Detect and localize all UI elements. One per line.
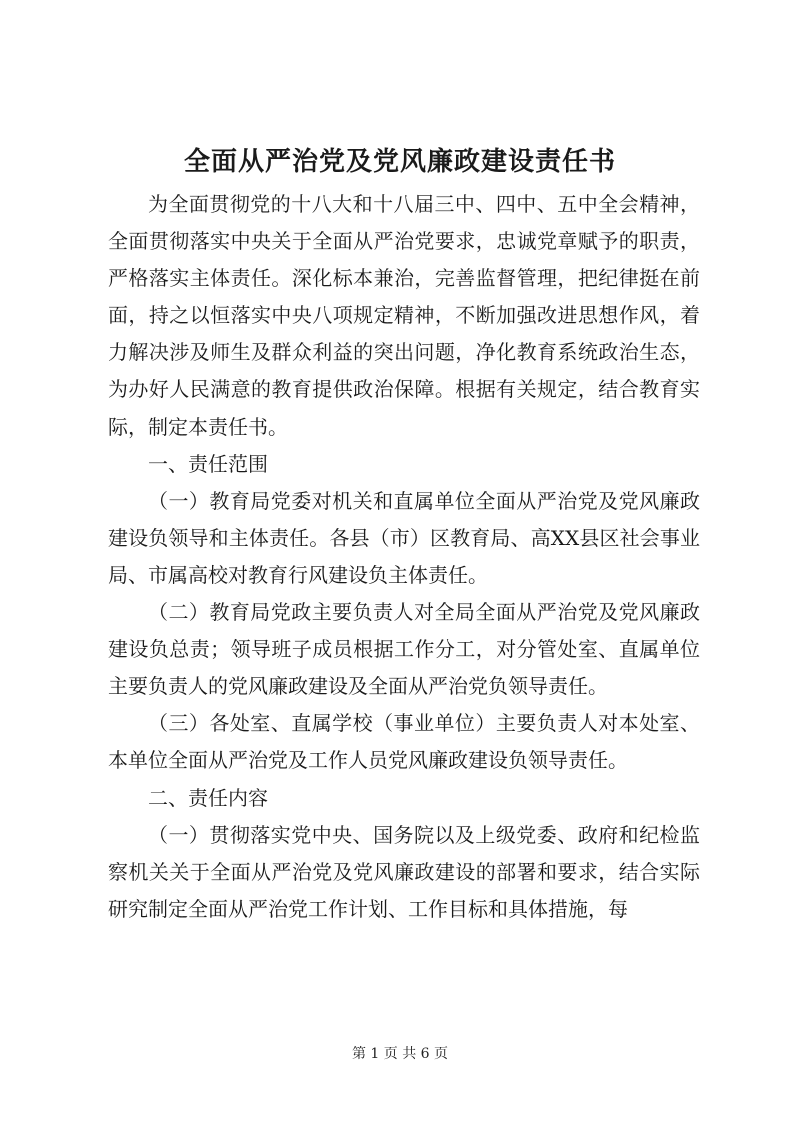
page-number-footer: 第 1 页 共 6 页 xyxy=(351,1046,449,1062)
intro-paragraph: 为全面贯彻党的十八大和十八届三中、四中、五中全会精神，全面贯彻落实中央关于全面从严治党要求，忠诚党章赋予的职责，严格落实主体责任。深化标本兼治，完善监督管理，把纪律挺在前面，持之以恒落实中央八项规定精神，不断加强改进思想作风，着力解决涉及师生及群众利益的突出问题，净化教育系统政治生态，为办好人民满意的教育提供政治保障。根据有关规定，结合教育实际，制定本责任书。 xyxy=(108,192,700,439)
scope-item-2: （二）教育局党政主要负责人对全局全面从严治党及党风廉政建设负总责；领导班子成员根据工作分工，对分管处室、直属单位主要负责人的党风廉政建设及全面从严治党负领导责任。 xyxy=(108,600,700,699)
document-title: 全面从严治党及党风廉政建设责任书 xyxy=(183,147,616,177)
section-heading-scope: 一、责任范围 xyxy=(148,451,268,476)
document-body xyxy=(108,186,700,928)
section-heading-content: 二、责任内容 xyxy=(148,785,268,810)
scope-item-1: （一）教育局党委对机关和直属单位全面从严治党及党风廉政建设负领导和主体责任。各县（市）区教育局、高XX县区社会事业局、市属高校对教育行风建设负主体责任。 xyxy=(108,488,700,587)
scope-item-3: （三）各处室、直属学校（事业单位）主要负责人对本处室、本单位全面从严治党及工作人员党风廉政建设负领导责任。 xyxy=(108,711,700,773)
content-item-1: （一）贯彻落实党中央、国务院以及上级党委、政府和纪检监察机关关于全面从严治党及党风廉政建设的部署和要求，结合实际研究制定全面从严治党工作计划、工作目标和具体措施，每 xyxy=(108,822,700,921)
